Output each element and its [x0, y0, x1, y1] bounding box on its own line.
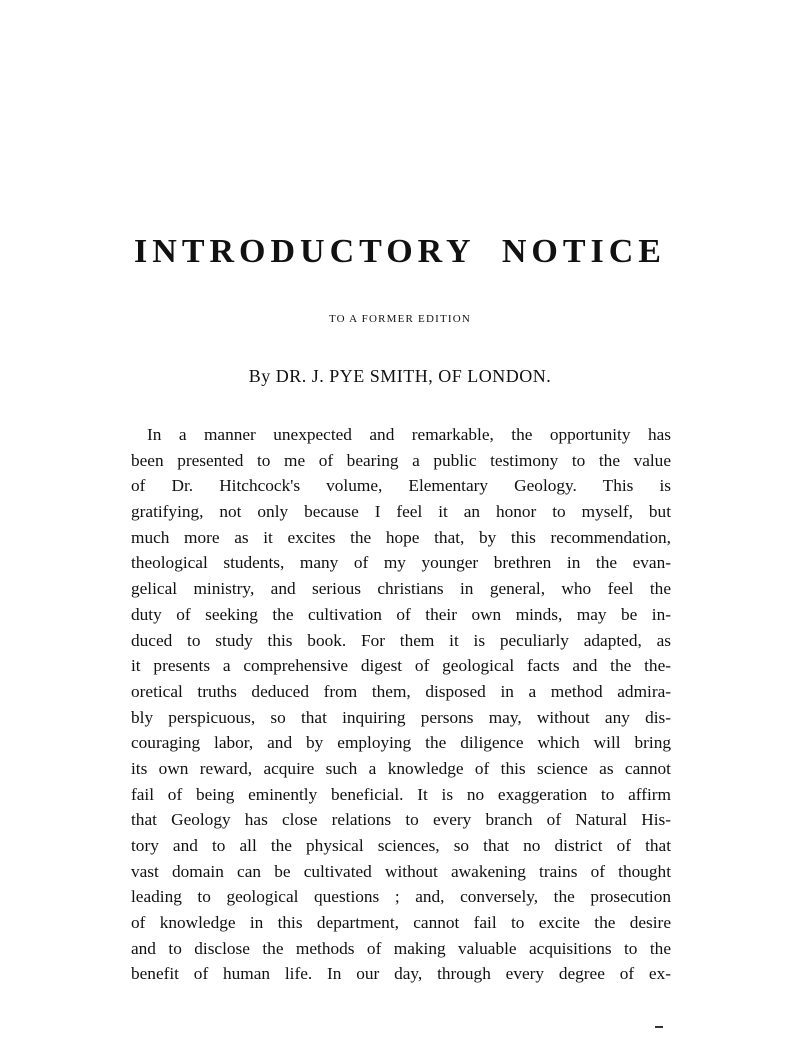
text-line: duty of seeking the cultivation of their own minds, may be in-	[131, 604, 671, 624]
text-line: fail of being eminently beneficial. It is no exaggeration to affirm	[131, 784, 671, 804]
text-line: benefit of human life. In our day, through every degree of ex-	[131, 964, 671, 984]
text-line: of Dr. Hitchcock's volume, Elementary Geology. This is	[131, 476, 671, 496]
text-line: gelical ministry, and serious christians in general, who feel the	[131, 579, 671, 599]
text-line: oretical truths deduced from them, disposed in a method admira-	[131, 681, 671, 701]
text-line: In a manner unexpected and remarkable, the opportunity has	[147, 425, 671, 444]
text-line: that Geology has close relations to every branch of Natural His-	[131, 810, 671, 830]
text-line: tory and to all the physical sciences, so that no district of that	[131, 836, 671, 855]
print-mark	[655, 1026, 663, 1028]
text-line: vast domain can be cultivated without awakening trains of thought	[131, 861, 671, 881]
subtitle: TO A FORMER EDITION	[328, 313, 472, 325]
text-line: and to disclose the methods of making valuable acquisitions to the	[131, 938, 671, 958]
text-line: of knowledge in this department, cannot fail to excite the desire	[131, 913, 671, 933]
text-line: couraging labor, and by employing the diligence which will bring	[131, 733, 671, 753]
text-line: theological students, many of my younger brethren in the evan-	[131, 553, 671, 573]
byline: By DR. J. PYE SMITH, OF LONDON.	[248, 366, 552, 386]
text-line: leading to geological questions ; and, conversely, the prosecution	[131, 887, 671, 907]
text-line: its own reward, acquire such a knowledge of this science as cannot	[131, 758, 671, 778]
page-title: INTRODUCTORY NOTICE	[134, 233, 666, 270]
text-line: much more as it excites the hope that, by this recommendation,	[131, 527, 671, 547]
text-line: duced to study this book. For them it is peculiarly adapted, as	[131, 630, 671, 650]
body-paragraph	[131, 422, 671, 987]
text-line: gratifying, not only because I feel it an honor to myself, but	[131, 502, 671, 522]
text-line: bly perspicuous, so that inquiring persons may, without any dis-	[131, 707, 671, 727]
text-line: been presented to me of bearing a public testimony to the value	[131, 450, 671, 470]
text-line: it presents a comprehensive digest of geological facts and the the-	[131, 656, 671, 676]
